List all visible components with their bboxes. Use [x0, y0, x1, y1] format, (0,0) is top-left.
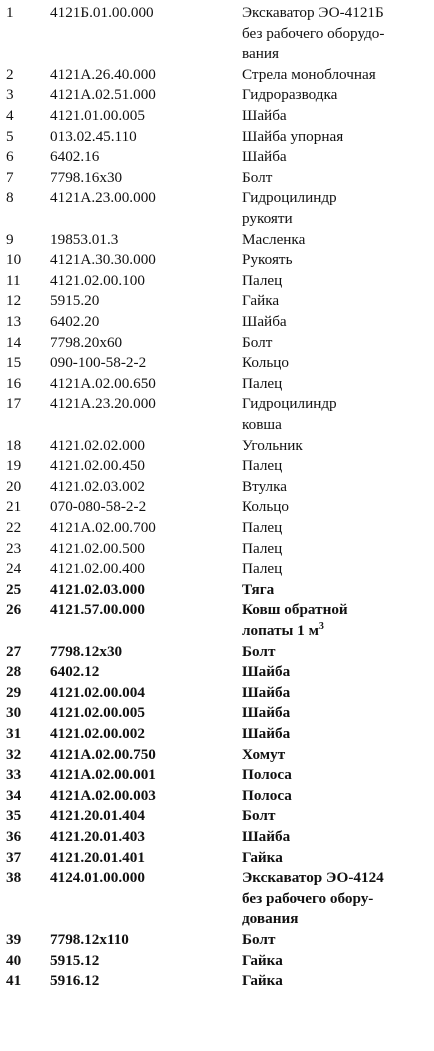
- item-name: [242, 539, 432, 560]
- item-name-line: Болт: [242, 642, 276, 660]
- item-name: [242, 724, 432, 745]
- item-number: 3: [6, 86, 14, 104]
- item-code: 6402.20: [50, 313, 100, 330]
- item-code: 4121.02.03.000: [50, 580, 145, 598]
- item-name-line: ковша: [242, 415, 282, 433]
- item-number: 21: [6, 498, 22, 516]
- item-number: 33: [6, 766, 22, 784]
- item-name-line: рукояти: [242, 209, 293, 227]
- item-number: 35: [6, 807, 22, 825]
- item-name: [242, 230, 432, 251]
- item-number: 28: [6, 663, 22, 681]
- item-name-line: Гидроцилиндр: [242, 189, 337, 207]
- item-code: 4121.02.00.005: [50, 704, 145, 722]
- item-name-line: Шайба: [242, 704, 291, 722]
- item-name-line: Хомут: [242, 745, 286, 763]
- item-code: 7798.12x30: [50, 642, 123, 660]
- item-name-line: Палец: [242, 539, 283, 557]
- item-code: 4121.02.00.450: [50, 457, 145, 475]
- item-number: 2: [6, 65, 14, 83]
- item-name: [242, 745, 432, 766]
- item-name-line: Шайба: [242, 663, 291, 681]
- item-code: 4121.57.00.000: [50, 601, 145, 619]
- item-number: 24: [6, 560, 22, 578]
- item-name-line: Гайка: [242, 951, 283, 969]
- item-code: 4121.20.01.404: [50, 807, 145, 825]
- item-number: 7: [6, 168, 14, 186]
- item-name: [242, 436, 432, 457]
- item-name: [242, 683, 432, 704]
- item-number: 40: [6, 951, 22, 969]
- item-name: [242, 662, 432, 683]
- item-name-line: Масленка: [242, 230, 306, 248]
- item-name: [242, 971, 432, 992]
- item-name-line: Шайба: [242, 828, 291, 845]
- item-name: [242, 580, 432, 601]
- item-name: [242, 703, 432, 724]
- item-name: [242, 188, 432, 229]
- item-number: 8: [6, 189, 14, 207]
- item-name: [242, 497, 432, 518]
- item-number: 10: [6, 251, 22, 269]
- item-number: 1: [6, 4, 14, 21]
- item-number: 20: [6, 477, 22, 495]
- item-name-line: Втулка: [242, 477, 287, 495]
- item-name-line: Шайба: [242, 725, 291, 742]
- item-number: 26: [6, 601, 22, 619]
- item-number: 6: [6, 148, 14, 166]
- item-number: 16: [6, 374, 22, 392]
- item-name-line: Палец: [242, 271, 283, 289]
- item-code: 5915.12: [50, 951, 100, 969]
- item-name-line: Угольник: [242, 436, 303, 454]
- item-name-line: Полоса: [242, 766, 292, 784]
- item-name: [242, 271, 432, 292]
- item-name-line: лопаты 1 $м^3$: [242, 620, 324, 639]
- item-number: 14: [6, 333, 22, 351]
- item-number: 9: [6, 230, 14, 248]
- item-name: [242, 806, 432, 827]
- item-code: 7798.12x110: [50, 931, 129, 948]
- item-name: [242, 477, 432, 498]
- item-code: 7798.20x60: [50, 333, 123, 351]
- item-name-line: Болт: [242, 168, 273, 186]
- item-number: 19: [6, 457, 22, 475]
- item-name-line: Тяга: [242, 580, 275, 598]
- item-number: 12: [6, 292, 22, 310]
- item-name-line: Палец: [242, 519, 283, 536]
- item-name: [242, 868, 432, 930]
- item-name: [242, 250, 432, 271]
- item-name: [242, 85, 432, 106]
- item-name: [242, 333, 432, 354]
- item-name: [242, 559, 432, 580]
- item-name-line: Болт: [242, 931, 276, 948]
- item-name: [242, 786, 432, 807]
- item-code: 4124.01.00.000: [50, 869, 145, 887]
- item-name-line: вания: [242, 45, 279, 63]
- item-name-line: Палец: [242, 560, 283, 578]
- item-name: [242, 930, 432, 951]
- item-name: [242, 374, 432, 395]
- item-name: [242, 168, 432, 189]
- item-name-line: Гидроцилиндр: [242, 395, 337, 413]
- item-name-line: Болт: [242, 333, 273, 351]
- item-code: 4121.01.00.005: [50, 107, 145, 124]
- item-number: 29: [6, 683, 22, 701]
- item-name: [242, 65, 432, 86]
- item-code: 4121.02.00.400: [50, 560, 145, 578]
- item-code: 4121А.02.51.000: [50, 86, 156, 104]
- item-name-line: Шайба: [242, 148, 287, 166]
- item-name-line: Стрела моноблочная: [242, 65, 376, 83]
- item-code: 4121А.02.00.750: [50, 745, 156, 763]
- item-number: 41: [6, 972, 22, 990]
- item-number: 4: [6, 107, 14, 124]
- item-name-line: без рабочего обору-: [242, 889, 374, 907]
- item-code: 6402.16: [50, 148, 100, 166]
- item-code: 6402.12: [50, 663, 100, 681]
- item-name: [242, 291, 432, 312]
- item-name: [242, 106, 432, 127]
- item-name: [242, 3, 432, 65]
- item-name: [242, 600, 432, 641]
- item-code: 4121Б.01.00.000: [50, 4, 154, 21]
- item-name-line: без рабочего оборудо-: [242, 24, 385, 42]
- item-number: 11: [6, 271, 21, 289]
- item-name-line: Экскаватор ЭО-4121Б: [242, 4, 384, 21]
- item-name: [242, 848, 432, 869]
- item-code: 7798.16x30: [50, 168, 123, 186]
- item-number: 38: [6, 869, 22, 887]
- item-name-line: Полоса: [242, 786, 292, 804]
- item-name: [242, 518, 432, 539]
- item-number: 32: [6, 745, 22, 763]
- item-number: 31: [6, 725, 22, 742]
- item-number: 34: [6, 786, 22, 804]
- item-code: 4121.02.00.500: [50, 539, 145, 557]
- item-number: 25: [6, 580, 22, 598]
- item-name-line: Гайка: [242, 292, 280, 310]
- item-name-line: дования: [242, 910, 299, 928]
- item-name-line: Шайба: [242, 107, 287, 124]
- item-number: 30: [6, 704, 22, 722]
- item-number: 17: [6, 395, 22, 413]
- item-number: 5: [6, 127, 14, 145]
- item-name-line: Болт: [242, 807, 276, 825]
- item-name: [242, 353, 432, 374]
- item-code: 4121.02.00.002: [50, 725, 145, 742]
- item-name-line: Ковш обратной: [242, 601, 348, 619]
- item-name: [242, 456, 432, 477]
- item-name: [242, 147, 432, 168]
- item-name-line: Кольцо: [242, 354, 289, 372]
- item-code: 4121.02.03.002: [50, 477, 145, 495]
- item-code: 5915.20: [50, 292, 100, 310]
- item-name-line: Шайба упорная: [242, 127, 344, 145]
- item-number: 36: [6, 828, 22, 845]
- item-number: 15: [6, 354, 22, 372]
- item-name-line: Экскаватор ЭО-4124: [242, 869, 384, 887]
- item-number: 23: [6, 539, 22, 557]
- item-name-line: Палец: [242, 457, 283, 475]
- item-name-line: Гидроразводка: [242, 86, 338, 104]
- item-code: 4121А.26.40.000: [50, 65, 156, 83]
- item-name: [242, 312, 432, 333]
- item-code: 4121.02.02.000: [50, 436, 145, 454]
- item-number: 39: [6, 931, 22, 948]
- item-number: 37: [6, 848, 22, 866]
- item-code: 070-080-58-2-2: [50, 498, 147, 516]
- item-name-line: Гайка: [242, 972, 283, 990]
- item-name: [242, 765, 432, 786]
- item-code: 4121А.02.00.700: [50, 519, 156, 536]
- item-code: 013.02.45.110: [50, 127, 137, 145]
- item-code: 4121.20.01.403: [50, 828, 145, 845]
- item-number: 13: [6, 313, 22, 330]
- item-name-line: Гайка: [242, 848, 283, 866]
- item-number: 22: [6, 519, 22, 536]
- item-name: [242, 642, 432, 663]
- item-name-line: Рукоять: [242, 251, 293, 269]
- item-name: [242, 827, 432, 848]
- item-code: 4121А.30.30.000: [50, 251, 156, 269]
- item-name-line: Кольцо: [242, 498, 289, 516]
- item-code: 4121А.02.00.001: [50, 766, 156, 784]
- item-code: 090-100-58-2-2: [50, 354, 147, 372]
- item-code: 4121.02.00.100: [50, 271, 145, 289]
- item-code: 19853.01.3: [50, 230, 119, 248]
- item-name-line: Шайба: [242, 313, 287, 330]
- item-name-line: Шайба: [242, 683, 291, 701]
- item-code: 4121.20.01.401: [50, 848, 145, 866]
- item-code: 4121А.02.00.003: [50, 786, 156, 804]
- item-code: 4121А.02.00.650: [50, 374, 156, 392]
- item-name: [242, 127, 432, 148]
- item-name: [242, 951, 432, 972]
- item-name: [242, 394, 432, 435]
- item-code: 4121А.23.20.000: [50, 395, 156, 413]
- item-code: 5916.12: [50, 972, 100, 990]
- item-code: 4121А.23.00.000: [50, 189, 156, 207]
- item-number: 18: [6, 436, 22, 454]
- item-code: 4121.02.00.004: [50, 683, 145, 701]
- item-number: 27: [6, 642, 22, 660]
- item-name-line: Палец: [242, 374, 283, 392]
